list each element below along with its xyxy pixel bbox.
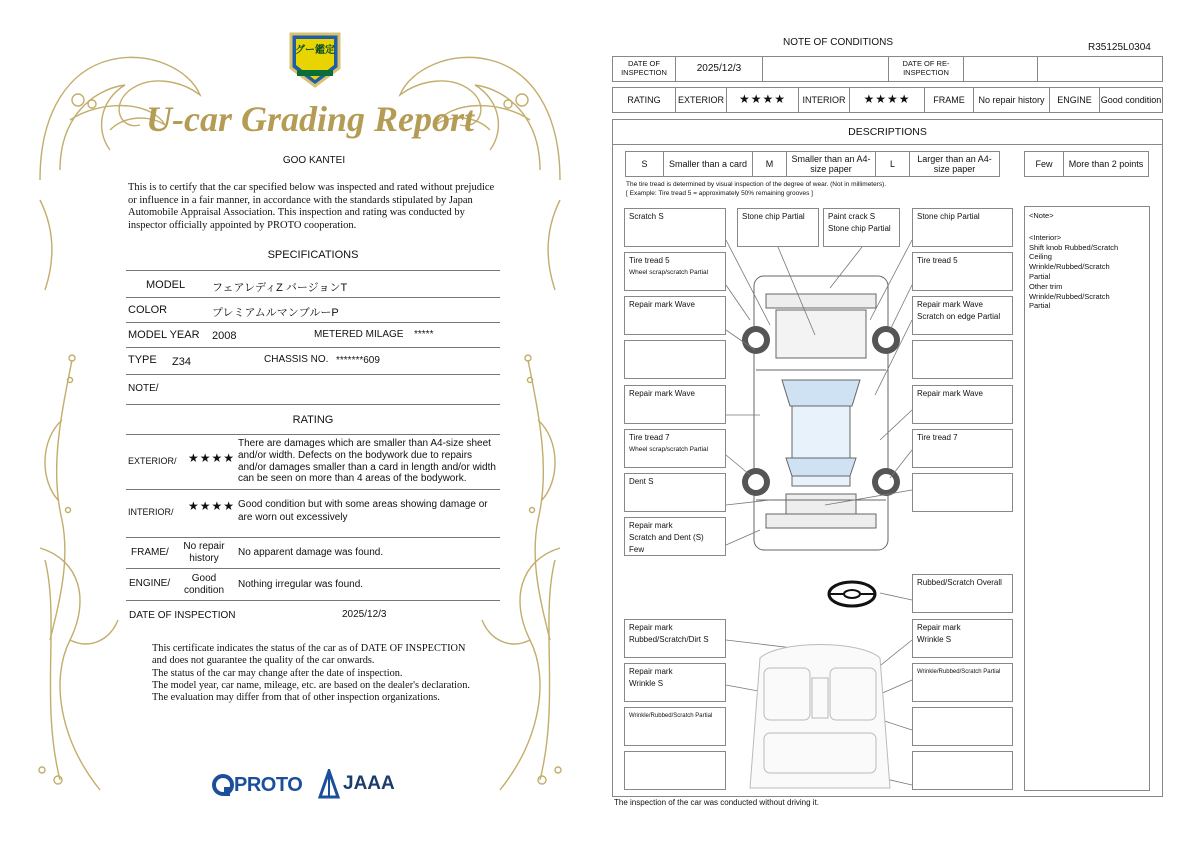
proto-mark-icon	[212, 773, 234, 797]
note-heading: <Note>	[1029, 211, 1054, 220]
box-line1: Scratch S	[629, 212, 664, 221]
box-line1: Dent S	[629, 477, 654, 486]
interior-box-right-3	[912, 663, 1013, 702]
color-label: COLOR	[128, 304, 168, 316]
spec-row-model	[126, 270, 500, 298]
legend-desc-few: More than 2 points	[1063, 151, 1149, 177]
exterior-label: EXTERIOR	[675, 87, 727, 113]
spec-row-type	[126, 348, 500, 375]
interior-box-left-1	[624, 619, 726, 658]
reinspection-label: DATE OF RE-INSPECTION	[888, 56, 964, 82]
rating-label: RATING	[612, 87, 676, 113]
steering-wheel-icon	[826, 578, 880, 610]
box-line1: Tire tread 5	[917, 256, 958, 265]
rating-row-exterior	[126, 434, 500, 490]
color-value: プレミアムルマンブルーP	[212, 307, 339, 319]
note-line: Wrinkle/Rubbed/Scratch	[1029, 262, 1110, 272]
box-line1: Repair mark Wave	[917, 300, 983, 309]
box-line2: Stone chip Partial	[828, 224, 891, 233]
legend-desc-s: Smaller than a card	[663, 151, 753, 177]
disclaimer-line: The evaluation may differ from that of other inspection organizations.	[152, 692, 440, 704]
jaaa-logo	[318, 768, 395, 800]
metered-value: *****	[414, 329, 434, 340]
interior-box-left-4	[624, 751, 726, 790]
box-line1: Tire tread 7	[629, 433, 670, 442]
box-line1: Stone chip Partial	[742, 212, 805, 221]
legend-desc-l: Larger than an A4-size paper	[909, 151, 1000, 177]
interior-box-right-4	[912, 707, 1013, 746]
box-line1: Repair mark	[629, 623, 673, 632]
interior-box-right-5	[912, 751, 1013, 790]
box-line2: Wrinkle S	[917, 635, 952, 644]
engine-value: Good condition	[1099, 87, 1163, 113]
jaaa-logo-text: JAAA	[343, 773, 395, 794]
box-line1: Repair mark Wave	[629, 389, 695, 398]
exterior-stars: ★★★★	[188, 451, 236, 465]
interior-stars: ★★★★	[849, 87, 925, 113]
box-line2: Wrinkle S	[629, 679, 664, 688]
engine-label: ENGINE/	[129, 578, 171, 589]
interior-stars: ★★★★	[188, 499, 236, 513]
note-line: Partial	[1029, 301, 1051, 311]
date-value: 2025/12/3	[342, 609, 387, 620]
box-line1: Tire tread 7	[917, 433, 958, 442]
rating-heading: RATING	[292, 414, 334, 426]
note-line: Ceiling	[1029, 252, 1052, 262]
tire-note-line: [ Example: Tire tread 5 = approximately 50% remaining grooves ]	[626, 190, 813, 197]
box-line2: Wheel scrap/scratch Partial	[629, 446, 709, 453]
box-line1: Paint crack S	[828, 212, 876, 221]
report-subtitle: GOO KANTEI	[282, 155, 346, 166]
metered-label: METERED MILAGE	[314, 329, 404, 340]
spec-row-color	[126, 297, 500, 323]
model-value: フェアレディZ バージョンT	[212, 282, 348, 294]
specifications-heading: SPECIFICATIONS	[267, 249, 359, 261]
note-line: Wrinkle/Rubbed/Scratch	[1029, 291, 1110, 301]
box-line1: Stone chip Partial	[917, 212, 980, 221]
engine-description: Nothing irregular was found.	[238, 579, 364, 590]
frame-value: No repair history	[973, 87, 1050, 113]
box-line1: Repair mark	[629, 667, 673, 676]
car-interior-diagram	[740, 638, 900, 798]
legend-key-few: Few	[1024, 151, 1064, 177]
report-title: U-car Grading Report	[145, 99, 474, 139]
engine-value: Good condition	[183, 573, 225, 596]
spec-row-note	[126, 375, 500, 405]
box-line1: Repair mark	[917, 623, 961, 632]
goo-kantei-badge	[287, 30, 343, 90]
interior-box-right-2	[912, 619, 1013, 658]
box-line2: Rubbed/Scratch/Dirt S	[629, 635, 709, 644]
date-of-inspection-value: 2025/12/3	[675, 56, 763, 82]
report-id: R35125L0304	[1088, 42, 1151, 53]
frame-value: No repair history	[183, 541, 225, 564]
exterior-label: EXTERIOR/	[128, 456, 177, 466]
rating-row-interior	[126, 489, 500, 538]
model-year-value: 2008	[212, 330, 237, 342]
disclaimer-line: The model year, car name, mileage, etc. are based on the dealer's declaration.	[152, 679, 470, 691]
proto-logo-text: PROTO	[234, 773, 303, 796]
box-line1: Rubbed/Scratch Overall	[917, 578, 1002, 587]
frame-label: FRAME	[924, 87, 974, 113]
chassis-label: CHASSIS NO.	[264, 354, 329, 365]
note-of-conditions	[600, 0, 1200, 848]
legend-key-s: S	[625, 151, 664, 177]
box-line1: Repair mark Wave	[629, 300, 695, 309]
note-panel	[1024, 206, 1150, 791]
legend-key-m: M	[752, 151, 787, 177]
date-label: DATE OF INSPECTION	[129, 610, 236, 621]
rating-row-engine	[126, 569, 500, 601]
disclaimer-line: The status of the car may change after the date of inspection.	[152, 667, 403, 679]
type-label: TYPE	[128, 354, 157, 366]
box-line2: Wheel scrap/scratch Partial	[629, 269, 709, 276]
box-line1: Tire tread 5	[629, 256, 670, 265]
exterior-stars: ★★★★	[726, 87, 799, 113]
inspection-footer: The inspection of the car was conducted without driving it.	[614, 798, 819, 807]
interior-box-left-3	[624, 707, 726, 746]
interior-label: INTERIOR	[798, 87, 850, 113]
exterior-description: There are damages which are smaller than A4-size sheet and/or width. Defects on the bodywork due to repairs and/or damages smaller than a card in length and/or width can be seen on more than 4 areas of the bodywork.	[238, 438, 496, 485]
interior-box-left-2	[624, 663, 726, 702]
box-line1: Wrinkle/Rubbed/Scratch Partial	[629, 713, 713, 719]
frame-label: FRAME/	[131, 547, 169, 558]
box-line2: Scratch and Dent (S) Few	[629, 533, 704, 554]
type-value: Z34	[172, 356, 191, 368]
date-of-inspection-row	[126, 601, 500, 627]
note-label: NOTE/	[128, 383, 159, 394]
legend-desc-m: Smaller than an A4-size paper	[786, 151, 876, 177]
interior-description: Good condition but with some areas showing damage or are worn out excessively	[238, 499, 488, 523]
model-year-label: MODEL YEAR	[128, 329, 200, 341]
disclaimer-line: This certificate indicates the status of the car as of DATE OF INSPECTION and does not guarantee the quality of the car onwards.	[152, 643, 466, 667]
note-line: <Interior>	[1029, 232, 1062, 242]
chassis-value: *******609	[336, 355, 380, 366]
badge-text: グー鑑定	[295, 45, 335, 56]
jaaa-mark-icon	[318, 769, 340, 799]
interior-label: INTERIOR/	[128, 507, 174, 517]
note-line: Partial	[1029, 271, 1051, 281]
date-of-inspection-label: DATE OF INSPECTION	[612, 56, 676, 82]
descriptions-heading: DESCRIPTIONS	[612, 119, 1163, 145]
engine-label: ENGINE	[1049, 87, 1100, 113]
box-line1: Repair mark	[629, 521, 673, 530]
proto-logo	[212, 770, 302, 800]
note-line: Shift knob Rubbed/Scratch	[1029, 242, 1119, 252]
tire-note-line: The tire tread is determined by visual inspection of the degree of wear. (Not in millimeters).	[626, 181, 887, 188]
model-label: MODEL	[146, 279, 186, 291]
note-line: Other trim	[1029, 281, 1063, 291]
box-line1: Repair mark Wave	[917, 389, 983, 398]
rating-row-frame	[126, 538, 500, 569]
interior-box-right-1	[912, 574, 1013, 613]
certificate-disclaimer	[152, 643, 472, 704]
certification-intro: This is to certify that the car specified below was inspected and rated without prejudice or influence in a fair manner, in accordance with the standards stipulated by Japan Automobile Appraisal Association. This inspection and rating was conducted by inspector officially appointed by PROTO cooperation.	[128, 182, 495, 231]
box-line2: Scratch on edge Partial	[917, 312, 1001, 321]
frame-description: No apparent damage was found.	[238, 547, 384, 558]
conditions-title: NOTE OF CONDITIONS	[783, 37, 893, 48]
legend-key-l: L	[875, 151, 910, 177]
box-line1: Wrinkle/Rubbed/Scratch Partial	[917, 669, 1001, 675]
spec-row-model-year	[126, 323, 500, 348]
